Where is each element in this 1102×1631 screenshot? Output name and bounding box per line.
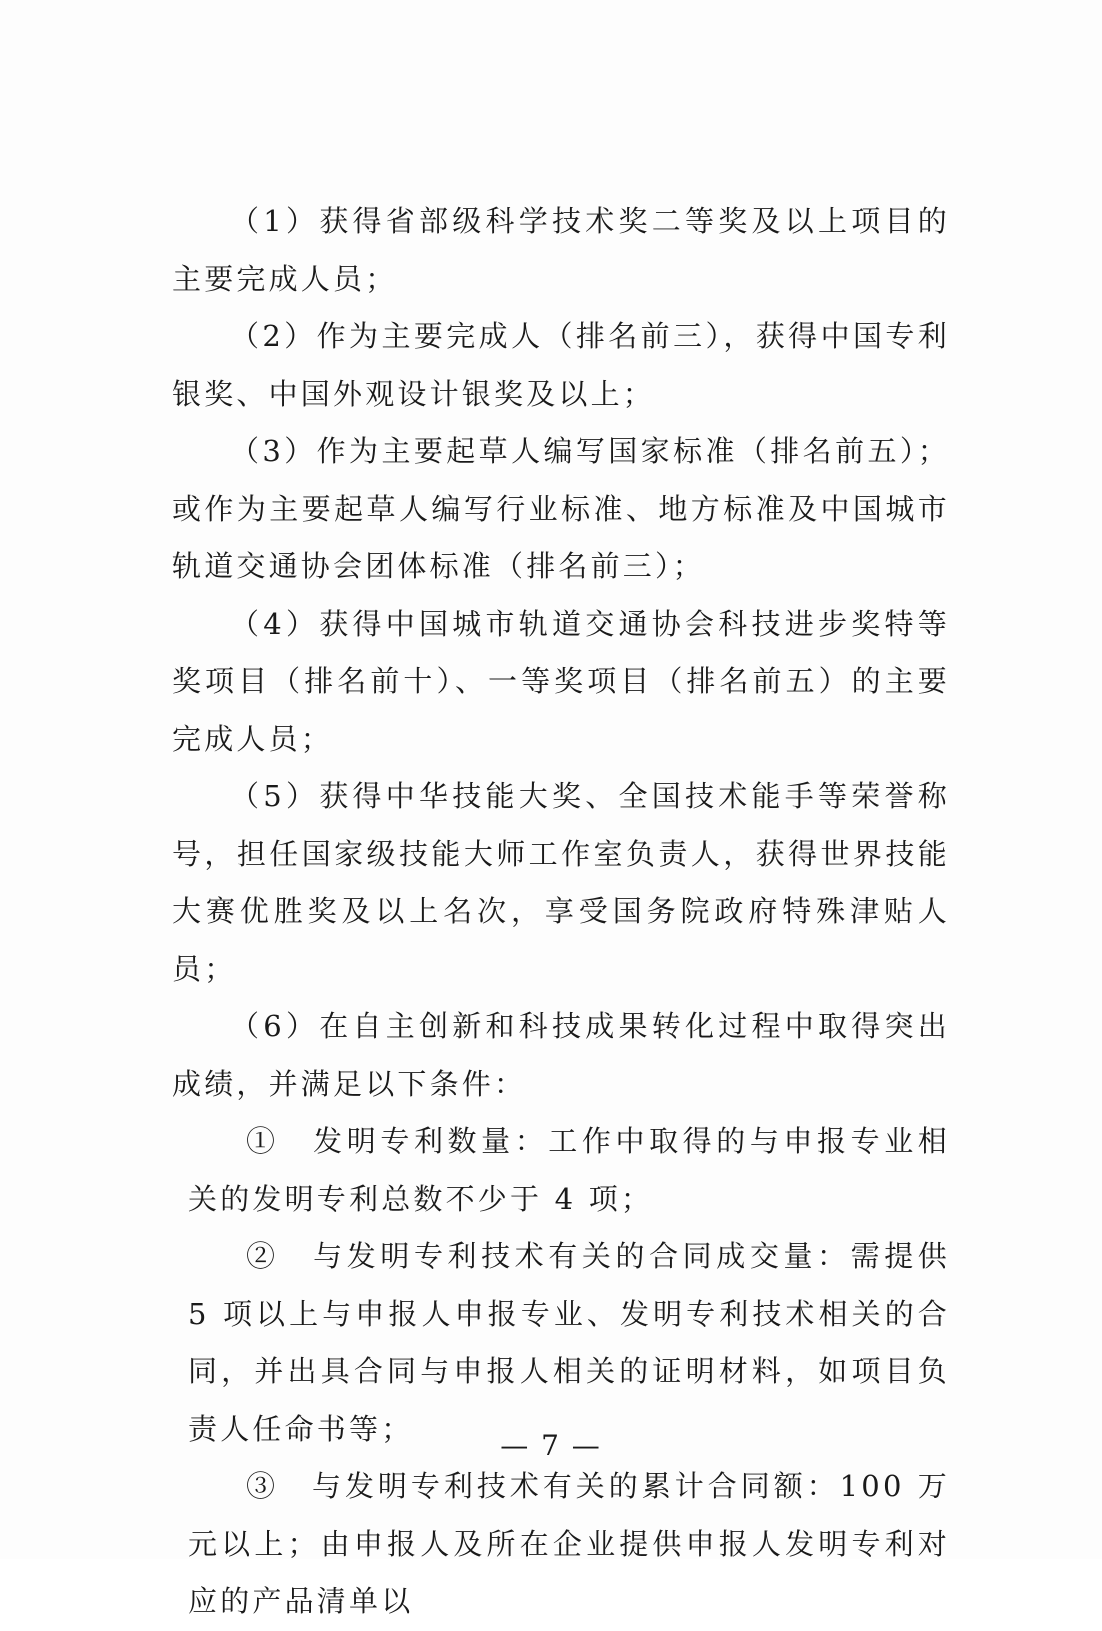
sub-item-1: ① 发明专利数量：工作中取得的与申报专业相关的发明专利总数不少于 4 项；	[188, 1124, 950, 1216]
paragraph-item-4: （4）获得中国城市轨道交通协会科技进步奖特等奖项目（排名前十）、一等奖项目（排名前五）的主要完成人员；	[172, 606, 950, 756]
sub-item-3: ③ 与发明专利技术有关的累计合同额：100 万元以上；由申报人及所在企业提供申报人发明专利对应的产品清单以	[188, 1469, 950, 1618]
sub-item-2: ② 与发明专利技术有关的合同成交量：需提供 5 项以上与申报人申报专业、发明专利技术相关的合同，并出具合同与申报人相关的证明材料，如项目负责人任命书等；	[188, 1239, 950, 1446]
paragraph-item-5: （5）获得中华技能大奖、全国技术能手等荣誉称号，担任国家级技能大师工作室负责人，获得世界技能大赛优胜奖及以上名次，享受国务院政府特殊津贴人员；	[172, 779, 950, 986]
paragraph-item-6: （6）在自主创新和科技成果转化过程中取得突出成绩，并满足以下条件：	[172, 1009, 950, 1101]
paragraph-item-2: （2）作为主要完成人（排名前三），获得中国专利银奖、中国外观设计银奖及以上；	[172, 319, 950, 411]
paragraph-item-3: （3）作为主要起草人编写国家标准（排名前五）；或作为主要起草人编写行业标准、地方标准及中国城市轨道交通协会团体标准（排名前三）；	[172, 434, 950, 583]
document-body	[172, 193, 950, 1631]
page-number: — 7 —	[500, 1429, 602, 1462]
paragraph-item-1: （1）获得省部级科学技术奖二等奖及以上项目的主要完成人员；	[172, 204, 950, 296]
